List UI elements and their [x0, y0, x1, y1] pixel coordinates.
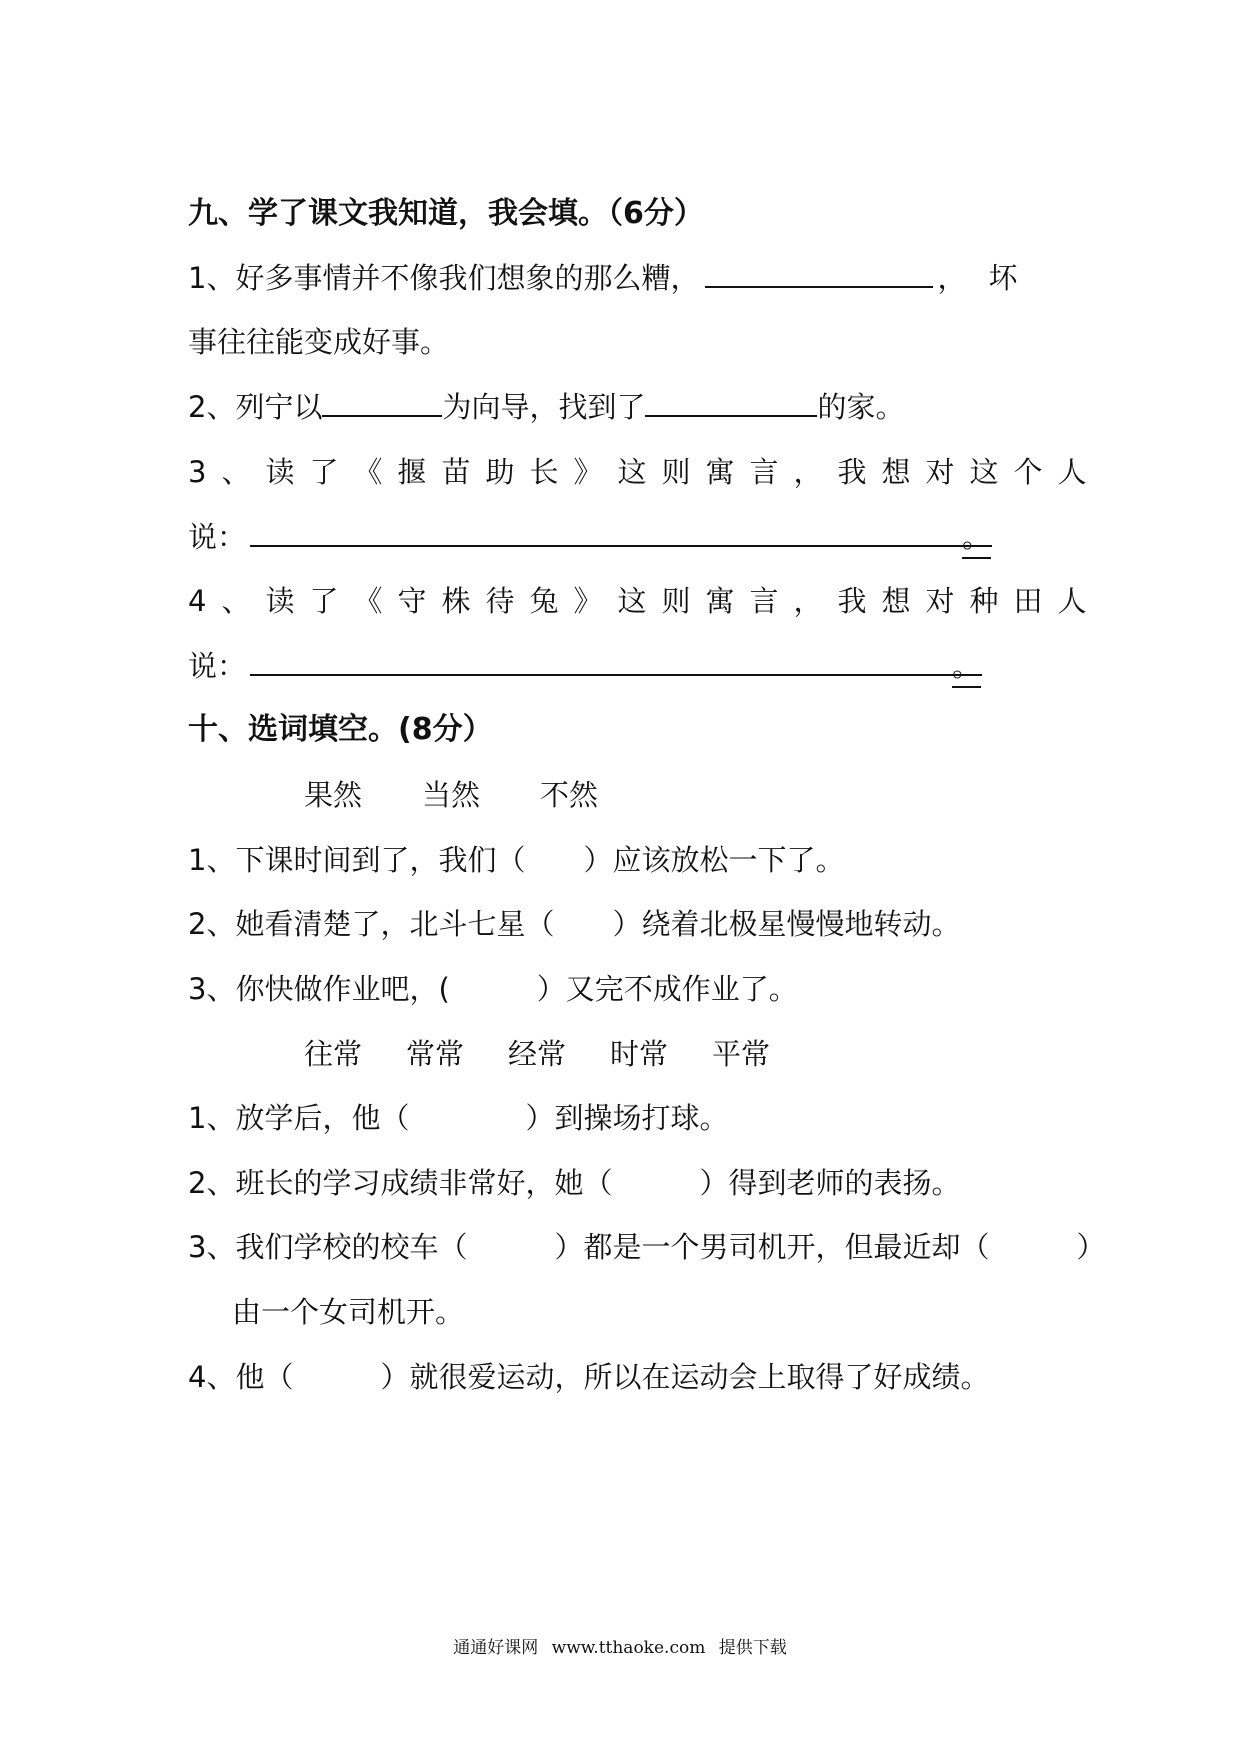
question-9-3: 3、读了《揠苗助长》这则寓言，我想对这个人 — [188, 455, 1102, 489]
answer-blank-9-4[interactable] — [250, 648, 982, 676]
question-9-3-end: 。 — [962, 517, 991, 559]
question-10a-1: 1、下课时间到了，我们（ ）应该放松一下了。 — [188, 843, 845, 877]
question-9-4: 4、读了《守株待兔》这则寓言，我想对种田人 — [188, 584, 1102, 618]
question-9-4-end: 。 — [952, 646, 981, 688]
question-9-4-line2 — [188, 646, 981, 686]
footer-site-name: 通通好课网 — [453, 1638, 539, 1658]
word-bank-2-item: 经常 — [508, 1037, 567, 1071]
question-10b-4: 4、他（ ）就很爱运动，所以在运动会上取得了好成绩。 — [188, 1360, 990, 1394]
question-9-1-line2: 事往往能变成好事。 — [188, 325, 450, 359]
word-bank-1-item: 果然 — [304, 778, 363, 812]
footer-suffix: 提供下载 — [718, 1638, 787, 1658]
question-9-2 — [188, 387, 904, 427]
word-bank-2-item: 常常 — [406, 1037, 465, 1071]
question-9-1 — [188, 258, 1039, 298]
question-10a-2: 2、她看清楚了，北斗七星（ ）绕着北极星慢慢地转动。 — [188, 907, 961, 941]
question-9-2-part-c: 的家。 — [817, 390, 905, 424]
answer-blank-9-2a[interactable] — [322, 389, 442, 417]
question-9-4-label: 说： — [188, 649, 247, 683]
question-9-2-part-a: 2、列宁以 — [188, 390, 323, 424]
question-9-3-label: 说： — [188, 520, 247, 554]
word-bank-1 — [304, 775, 598, 815]
question-10a-3: 3、你快做作业吧，( ）又完不成作业了。 — [188, 972, 798, 1006]
word-bank-2-item: 平常 — [712, 1037, 771, 1071]
word-bank-2-item: 时常 — [610, 1037, 669, 1071]
page-footer — [0, 1636, 1240, 1660]
answer-blank-9-1[interactable] — [705, 260, 933, 288]
word-bank-2-item: 往常 — [304, 1037, 363, 1071]
question-10b-2: 2、班长的学习成绩非常好，她（ ）得到老师的表扬。 — [188, 1166, 961, 1200]
question-9-3-line2 — [188, 517, 991, 557]
footer-url[interactable]: www.tthaoke.com — [551, 1638, 706, 1658]
word-bank-1-item: 当然 — [422, 778, 481, 812]
section-10-heading: 十、选词填空。(8分） — [188, 712, 493, 747]
word-bank-1-item: 不然 — [540, 778, 599, 812]
answer-blank-9-2b[interactable] — [645, 389, 817, 417]
answer-blank-9-3[interactable] — [250, 519, 992, 547]
question-9-1-after: ，坏 — [937, 261, 1040, 295]
question-10b-3: 3、我们学校的校车（ ）都是一个男司机开，但最近却（ ） — [188, 1230, 1106, 1264]
question-10b-1: 1、放学后，他（ ）到操场打球。 — [188, 1101, 729, 1135]
word-bank-2 — [304, 1034, 770, 1074]
question-9-2-part-b: 为向导，找到了 — [442, 390, 646, 424]
question-9-1-text: 1、好多事情并不像我们想象的那么糟， — [188, 261, 700, 295]
question-10b-3-line2: 由一个女司机开。 — [232, 1295, 465, 1329]
section-9-heading: 九、学了课文我知道，我会填。（6分） — [188, 196, 704, 231]
